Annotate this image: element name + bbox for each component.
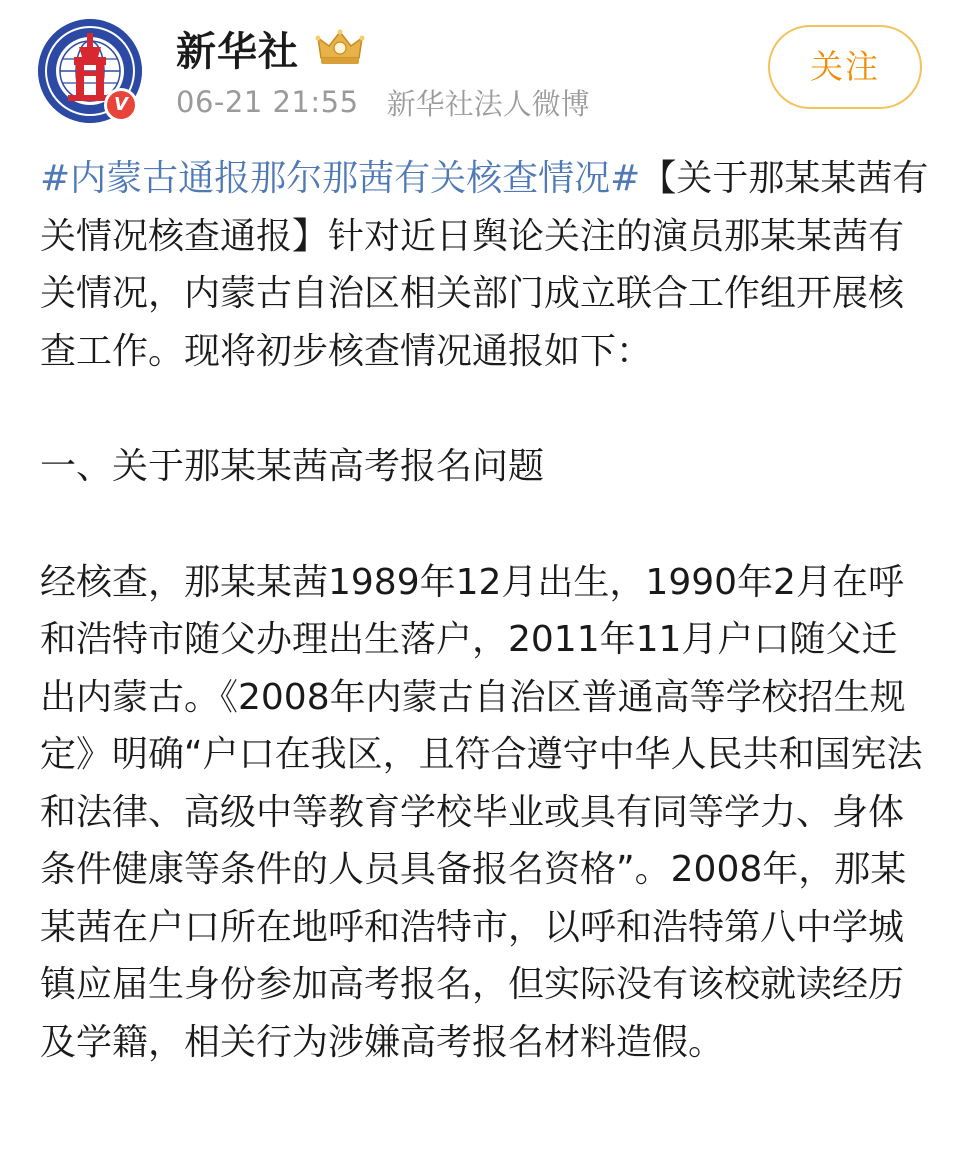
hashtag-link[interactable]: #内蒙古通报那尔那茜有关核查情况# — [40, 158, 641, 199]
paragraph-gap — [40, 380, 930, 438]
post-source[interactable]: 新华社法人微博 — [386, 86, 590, 121]
follow-button[interactable]: 关注 — [768, 25, 922, 109]
verified-v-icon: V — [104, 88, 138, 122]
post-meta — [176, 82, 590, 122]
post-time: 06-21 21:55 — [176, 85, 359, 119]
post-body-paragraph: 经核查，那某某茜1989年12月出生，1990年2月在呼和浩特市随父办理出生落户，2011年11月户口随父迁出内蒙古。《2008年内蒙古自治区普通高等学校招生规定》明确“户口在我区，且符合遵守中华人民共和国宪法和法律、高级中等教育学校毕业或具有同等学力、身体条件健康等条件的人员具备报名资格”。2008年，那某某茜在户口所在地呼和浩特市，以呼和浩特第八中学城镇应届生身份参加高考报名，但实际没有该校就读经历及学籍，相关行为涉嫌高考报名材料造假。 — [40, 561, 923, 1063]
paragraph-gap — [40, 496, 930, 554]
post-intro-paragraph — [40, 150, 930, 380]
post-header — [0, 0, 960, 150]
post-intro-text: 【关于那某某茜有关情况核查通报】针对近日舆论关注的演员那某某茜有关情况，内蒙古自治区相关部门成立联合工作组开展核查工作。现将初步核查情况通报如下： — [40, 158, 929, 372]
name-row — [176, 22, 365, 74]
section-title: 一、关于那某某茜高考报名问题 — [40, 446, 545, 487]
post-body — [40, 150, 930, 1071]
account-name[interactable]: 新华社 — [176, 28, 299, 75]
gold-crown-badge-icon[interactable] — [315, 28, 365, 68]
